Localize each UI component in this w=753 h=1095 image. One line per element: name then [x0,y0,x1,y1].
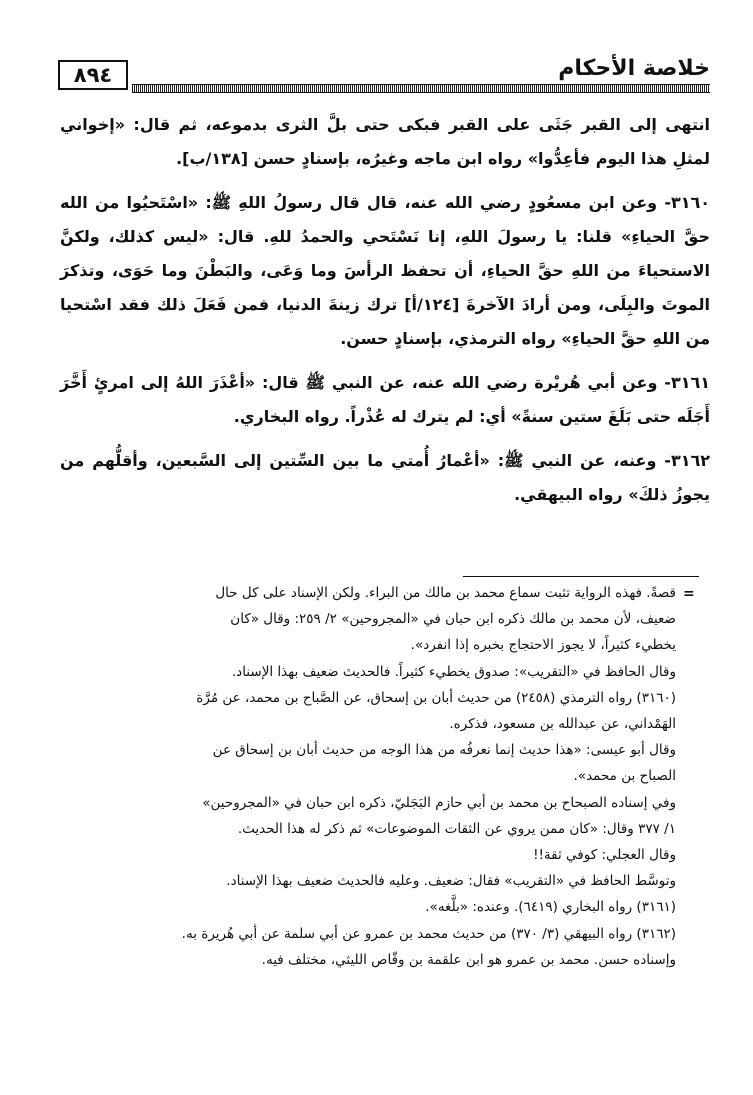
footnote-line: ضعيف، لأن محمد بن مالك ذكره ابن حبان في «المجروحين» ٢/ ٢٥٩: وقال «كان [230,611,676,628]
footnote-line: قصةً. فهذه الرواية تثبت سماع محمد بن مالك من البراء. ولكن الإسناد على كل حال [215,585,676,601]
hadith-number: ٣١٦١- [664,373,710,392]
footnote-line: وإسناده حسن. محمد بن عمرو هو ابن علقمة بن وقّاص الليثي، مختلف فيه. [261,951,676,968]
footnote-line: وقال العجلي: كوفي ثقة!! [533,847,676,864]
footnote-line: (٣١٦٠) رواه الترمذي (٢٤٥٨) من حديث أبان بن إسحاق، عن الصَّباح بن محمد، عن مُرَّة [196,689,676,706]
page-header [58,52,710,96]
intro-paragraph: انتهى إلى القبر جَثَى على القبر فبكى حتى بلَّ الثرى بدموعه، ثم قال: «إخواني لمثلِ هذا اليوم فأعِدُّوا» رواه ابن ماجه وغيرُه، بإسنادٍ حسن [١٣٨/ب]. [60,115,710,168]
footnote-separator [463,576,699,577]
footnote-line: يخطيء كثيراً، لا يجوز الاحتجاج بخبره إذا انفرد». [410,637,676,654]
footnote-line: وقال الحافظ في «التقريب»: صدوق يخطيء كثيراً. فالحديث ضعيف بهذا الإسناد. [231,663,676,680]
hadith-3162 [60,444,710,512]
page-number: ٨٩٤ [58,60,128,90]
footnote-line: وفي إسناده الصبحاح بن محمد بن أبي حازم البَجَليّ، ذكره ابن حبان في «المجروحين» [202,794,676,811]
footnote-line: الصباح بن محمد». [573,768,676,785]
hadith-3161 [60,366,710,434]
footnote-line: (٣١٦٢) رواه البيهقي (٣/ ٣٧٠) من حديث محمد بن عمرو عن أبي سلمة عن أبي هُريرة به. [181,925,676,942]
running-title: خلاصة الأحكام [558,56,710,81]
footnote-line: (٣١٦١) رواه البخاري (٦٤١٩). وعنده: «بلَّغه». [425,899,676,916]
hadith-text: وعنه، عن النبي ﷺ: «أعْمارُ أُمتي ما بين السِّتين إلى السَّبعين، وأقلُّهم من يجوزُ ذلكَ» رواه البيهقي. [60,451,710,504]
hadith-text: وعن أبي هُريْرة رضي الله عنه، عن النبي ﷺ قال: «أعْذَرَ اللهُ إلى امرئٍ أَخَّرَ أَجَلَه حتى بَلَغَ ستين سنةً» أي: لم يترك له عُذْراً. رواه البخاري. [60,373,710,426]
footnotes [88,580,676,973]
hadith-number: ٣١٦٢- [664,451,710,470]
footnote-line: وتوسَّط الحافظ في «التقريب» فقال: ضعيف. وعليه فالحديث ضعيف بهذا الإسناد. [226,873,676,890]
footnote-line: ١/ ٣٧٧ وقال: «كان ممن يروي عن الثقات الموضوعات» ثم ذكر له هذا الحديث. [237,820,676,837]
footnote-line: وقال أبو عيسى: «هذا حديث إنما نعرفُه من هذا الوجه من حديث أبان بن إسحاق عن [212,742,676,759]
main-text [60,108,710,522]
hadith-3160 [60,186,710,356]
footnote-line: الهَمْداني، عن عبدالله بن مسعود، فذكره. [449,716,676,733]
hadith-text: وعن ابن مسعُودٍ رضي الله عنه، قال قال رسولُ اللهِ ﷺ: «اسْتَحيُوا من الله حقَّ الحياءِ» قلنا: يا رسولَ اللهِ، إنا نَسْتَحي والحمدُ للهِ. قال: «ليس كذلك، ولكنَّ الاستحياءَ من اللهِ حقَّ الحياءِ، أن تحفظ الرأسَ وما وَعَى، والبَطْنَ وما حَوَى، وتذكرَ الموتَ والبِلَى، ومن أرادَ الآخرةَ [١٢٤/أ] ترك زينةَ الدنيا، فمن فَعَلَ ذلك فقد اسْتحيا من اللهِ حقَّ الحياءِ» رواه الترمذي، بإسنادٍ حسن. [60,193,710,348]
continuation-mark: = [683,586,695,602]
header-rule [132,84,710,93]
hadith-number: ٣١٦٠- [664,193,711,212]
